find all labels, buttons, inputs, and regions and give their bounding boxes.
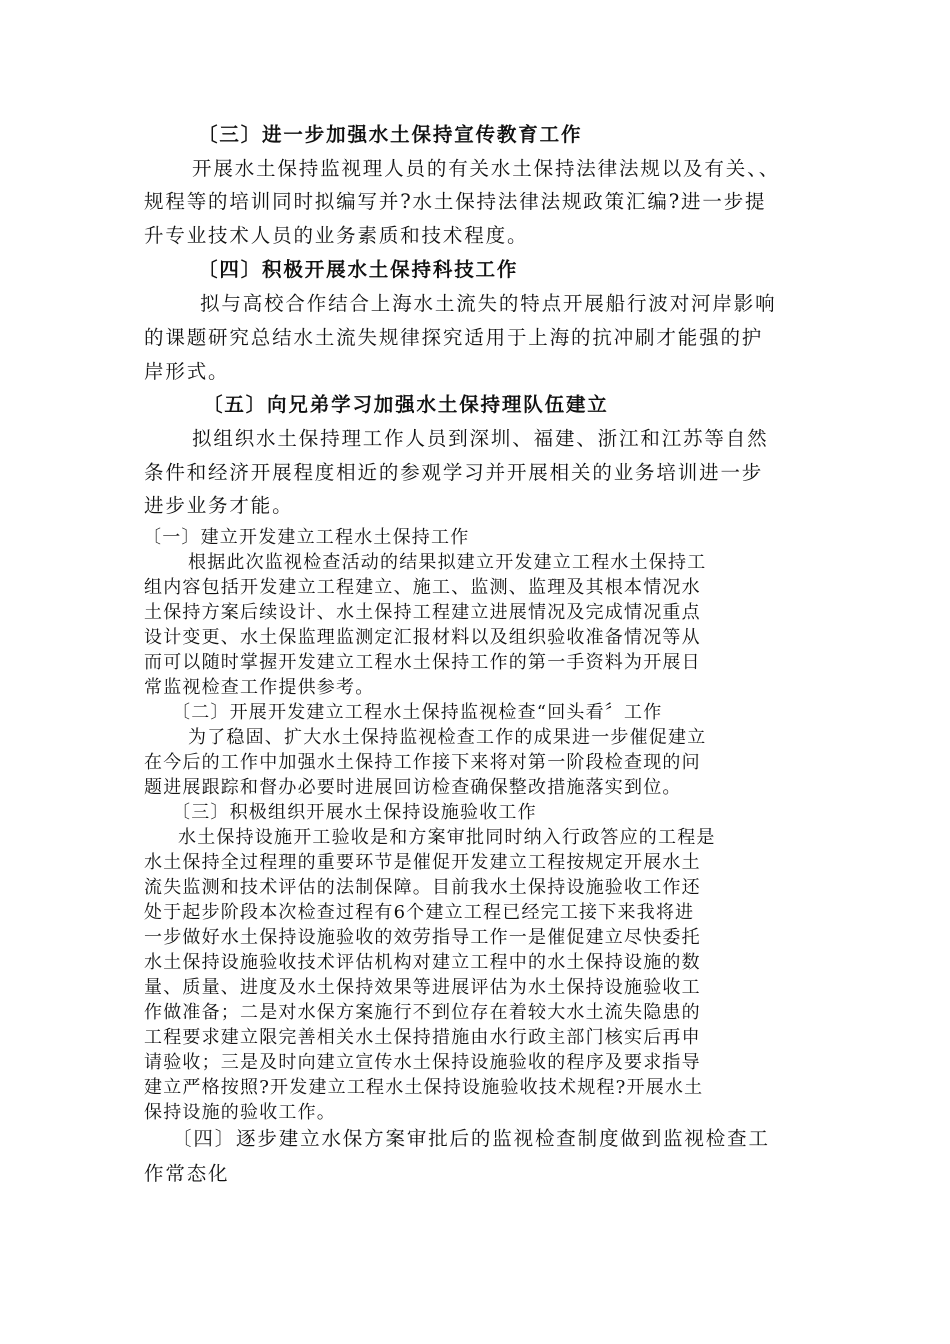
paragraph-line: 在今后的工作中加强水土保持工作接下来将对第一阶段检查现的问	[144, 752, 701, 773]
paragraph-line: 保持设施的验收工作。	[144, 1102, 336, 1123]
paragraph-line: 水土保持设施开工验收是和方案审批同时纳入行政答应的工程是	[178, 827, 716, 848]
paragraph-line: 常监视检查工作提供参考。	[144, 677, 375, 698]
paragraph-line: 根据此次监视检查活动的结果拟建立开发建立工程水土保持工	[188, 552, 707, 573]
paragraph-line: 作常态化	[144, 1162, 230, 1185]
paragraph-line: 的课题研究总结水土流失规律探究适用于上海的抗冲刷才能强的护	[144, 326, 764, 349]
section-heading: 〔四〕积极开展水土保持科技工作	[198, 258, 519, 281]
paragraph-line: 题进展跟踪和督办必要时进展回访检查确保整改措施落实到位。	[144, 777, 682, 798]
paragraph-line: 组内容包括开发建立工程建立、施工、监测、监理及其根本情况水	[144, 577, 701, 598]
paragraph-line: 请验收；三是及时向建立宣传水土保持设施验收的程序及要求指导	[144, 1052, 701, 1073]
paragraph-line: 而可以随时掌握开发建立工程水土保持工作的第一手资料为开展日	[144, 652, 701, 673]
paragraph-line: 水土保持设施验收技术评估机构对建立工程中的水土保持设施的数	[144, 952, 701, 973]
paragraph-line: 设计变更、水土保监理监测定汇报材料以及组织验收准备情况等从	[144, 627, 701, 648]
paragraph-line: 进步业务才能。	[144, 494, 294, 517]
paragraph-line: 处于起步阶段本次检查过程有6个建立工程已经完工接下来我将进	[144, 902, 695, 923]
section-heading: 〔三〕进一步加强水土保持宣传教育工作	[198, 123, 583, 146]
paragraph-line: 为了稳固、扩大水土保持监视检查工作的成果进一步催促建立	[188, 727, 707, 748]
paragraph-line: 量、质量、进度及水土保持效果等进展评估为水土保持设施验收工	[144, 977, 701, 998]
paragraph-line: 〔三〕积极组织开展水土保持设施验收工作	[172, 802, 537, 823]
section-heading: 〔五〕向兄弟学习加强水土保持理队伍建立	[203, 393, 609, 416]
paragraph-line: 开展水土保持监视理人员的有关水土保持法律法规以及有关、、	[192, 157, 781, 180]
paragraph-line: 〔一〕建立开发建立工程水土保持工作	[143, 527, 470, 548]
paragraph-line: 流失监测和技术评估的法制保障。目前我水土保持设施验收工作还	[144, 877, 701, 898]
paragraph-line: 岸形式。	[144, 360, 230, 383]
paragraph-line: 土保持方案后续设计、水土保持工程建立进展情况及完成情况重点	[144, 602, 701, 623]
paragraph-line: 水土保持全过程理的重要环节是催促开发建立工程按规定开展水土	[144, 852, 701, 873]
paragraph-line: 建立严格按照?开发建立工程水土保持设施验收技术规程?开展水土	[144, 1077, 704, 1098]
paragraph-line: 〔二〕开展开发建立工程水土保持监视检查“回头看〞工作	[172, 702, 663, 723]
paragraph-line: 作做准备；二是对水保方案施行不到位存在着较大水土流失隐患的	[144, 1002, 701, 1023]
paragraph-line: 拟与高校合作结合上海水土流失的特点开展船行波对河岸影响	[200, 292, 777, 315]
paragraph-line: 〔四〕逐步建立水保方案审批后的监视检查制度做到监视检查工	[172, 1127, 770, 1150]
paragraph-line: 升专业技术人员的业务素质和技术程度。	[144, 224, 529, 247]
paragraph-line: 规程等的培训同时拟编写并?水土保持法律法规政策汇编?进一步提	[144, 190, 767, 213]
paragraph-line: 一步做好水土保持设施验收的效劳指导工作一是催促建立尽快委托	[144, 927, 701, 948]
paragraph-line: 条件和经济开展程度相近的参观学习并开展相关的业务培训进一步	[144, 461, 764, 484]
paragraph-line: 拟组织水土保持理工作人员到深圳、福建、浙江和江苏等自然	[192, 427, 769, 450]
paragraph-line: 工程要求建立限完善相关水土保持措施由水行政主部门核实后再申	[144, 1027, 701, 1048]
